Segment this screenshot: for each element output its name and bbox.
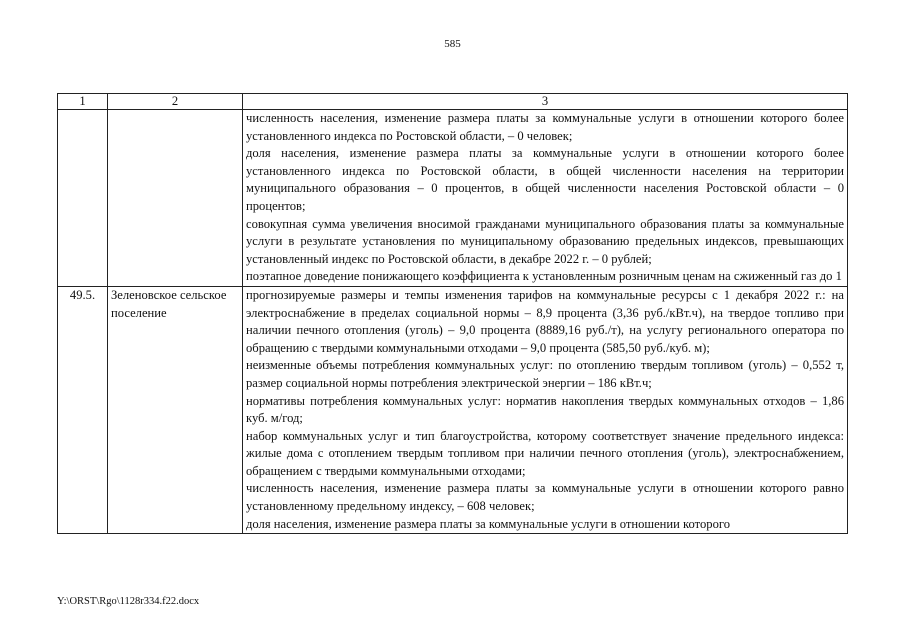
paragraph: доля населения, изменение размера платы за коммунальные услуги в отношении которого bbox=[246, 516, 731, 531]
data-table bbox=[57, 93, 848, 534]
paragraph: нормативы потребления коммунальных услуг: норматив накопления твердых коммунальных отходов – 1,86 куб. м/год; bbox=[246, 393, 844, 426]
paragraph: прогнозируемые размеры и темпы изменения тарифов на коммунальные ресурсы с 1 декабря 2022 г.: на электроснабжение в пределах социальной нормы – 8,9 процента (3,36 руб./кВт.ч), на твердое топливо при наличии печного отопления (уголь) – 9,0 процента (8889,16 руб./т), на услугу регионального оператора по обращению с твердыми коммунальными отходами – 9,0 процента (585,50 руб./куб. м); bbox=[246, 287, 844, 355]
table-row bbox=[58, 286, 848, 533]
paragraph: поэтапное доведение понижающего коэффициента к установленным розничным ценам на сжиженный газ до 1 bbox=[246, 269, 842, 284]
municipality-cell: Зеленовское сельское поселение bbox=[108, 286, 243, 533]
paragraph: неизменные объемы потребления коммунальных услуг: по отоплению твердым топливом (уголь) – 0,552 т, размер социальной нормы потребления электрической энергии – 186 кВт.ч; bbox=[246, 358, 844, 390]
column-header-2: 2 bbox=[108, 94, 243, 110]
paragraph: численность населения, изменение размера платы за коммунальные услуги в отношении которого равно установленному предельному индексу, – 608 человек; bbox=[246, 481, 844, 514]
row-number-cell bbox=[58, 110, 108, 287]
indicators-cell bbox=[243, 110, 848, 287]
footer-file-path: Y:\ORST\Rgo\1128r334.f22.docx bbox=[57, 596, 200, 607]
table-header-row bbox=[58, 94, 848, 110]
indicators-cell bbox=[243, 286, 848, 533]
column-header-1: 1 bbox=[58, 94, 108, 110]
paragraph: доля населения, изменение размера платы за коммунальные услуги в отношении которого более установленного индекса по Ростовской области, в общей численности населения на территории муниципального образования – 0 процентов, в общей численности населения Ростовской области – 0 процентов; bbox=[246, 146, 844, 213]
paragraph: совокупная сумма увеличения вносимой гражданами муниципального образования платы за коммунальные услуги в результате установления по муниципальному образованию предельных индексов, превышающих установленный индекс по Ростовской области, в декабре 2022 г. – 0 рублей; bbox=[246, 216, 844, 266]
paragraph: набор коммунальных услуг и тип благоустройства, которому соответствует значение предельного индекса: жилые дома с отоплением твердым топливом при наличии печного отопления (уголь), электроснабжением, обращением с твердыми коммунальными отходами; bbox=[246, 428, 844, 478]
row-number-cell: 49.5. bbox=[58, 286, 108, 533]
table-row bbox=[58, 110, 848, 287]
page-number: 585 bbox=[444, 38, 461, 50]
column-header-3: 3 bbox=[243, 94, 848, 110]
paragraph: численность населения, изменение размера платы за коммунальные услуги в отношении которого более установленного индекса по Ростовской области, – 0 человек; bbox=[246, 111, 844, 143]
municipality-cell bbox=[108, 110, 243, 287]
